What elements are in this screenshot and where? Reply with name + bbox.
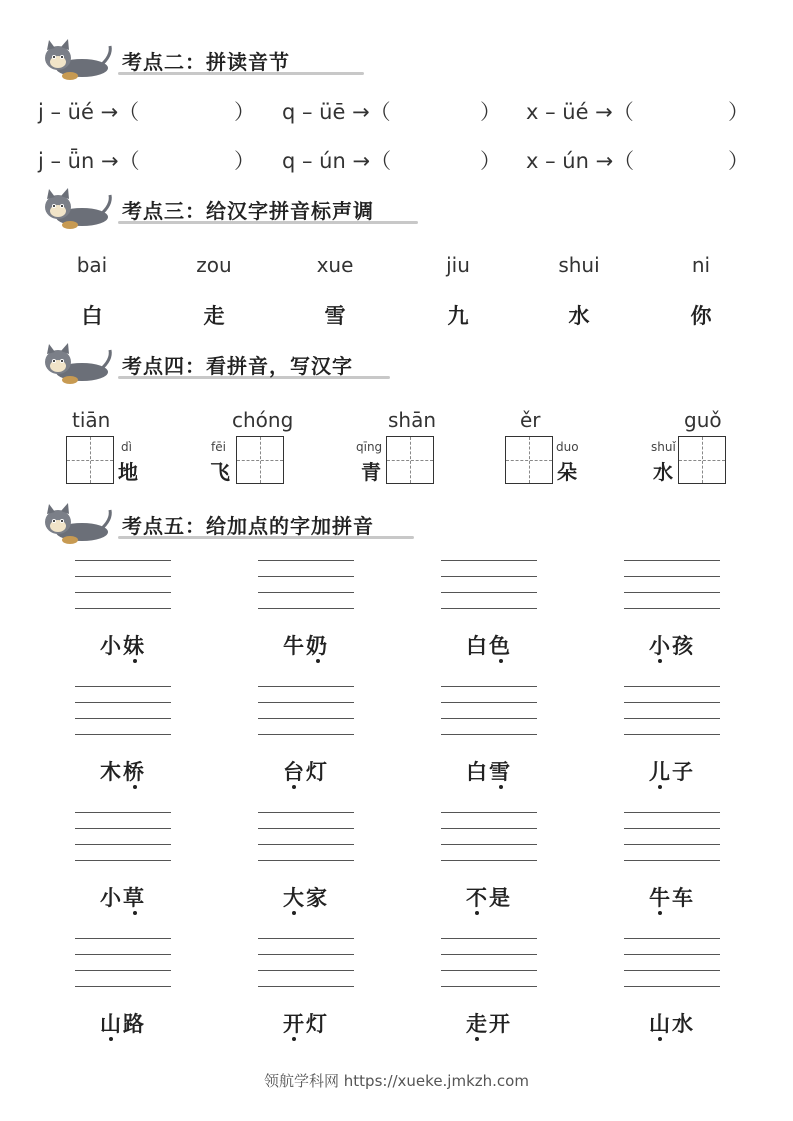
word-item: 走开: [466, 1011, 512, 1036]
spell-item: j – üé →（: [38, 100, 140, 124]
writing-lines[interactable]: [624, 560, 720, 608]
section-5-heading: [40, 502, 400, 546]
given-pinyin: shuǐ: [651, 440, 676, 454]
writing-box[interactable]: [236, 436, 284, 484]
word-item: 牛奶: [283, 633, 329, 658]
emphasis-dot: [292, 911, 296, 915]
word-item: 白雪: [466, 759, 512, 784]
section-4-heading: [40, 342, 400, 386]
emphasis-dot: [499, 659, 503, 663]
emphasis-dot: [133, 785, 137, 789]
emphasis-dot: [658, 785, 662, 789]
word-item: 儿子: [649, 759, 695, 784]
word-item: 山水: [649, 1011, 695, 1036]
writing-lines[interactable]: [624, 938, 720, 986]
tone-hanzi: 走: [203, 303, 225, 328]
given-pinyin: dì: [121, 440, 132, 454]
writing-lines[interactable]: [258, 686, 354, 734]
writing-lines[interactable]: [441, 812, 537, 860]
word-item: 白色: [466, 633, 512, 658]
writing-lines[interactable]: [624, 812, 720, 860]
section-title: 考点四：看拼音，写汉字: [122, 354, 353, 378]
tone-hanzi: 你: [690, 303, 712, 328]
emphasis-dot: [292, 785, 296, 789]
writing-lines[interactable]: [75, 560, 171, 608]
paren-close: ）: [234, 100, 255, 124]
word-item: 台灯: [283, 759, 329, 784]
write-pinyin: ěr: [520, 408, 541, 432]
emphasis-dot: [133, 911, 137, 915]
word-item: 木桥: [100, 759, 146, 784]
writing-lines[interactable]: [441, 938, 537, 986]
writing-box[interactable]: [678, 436, 726, 484]
footer-watermark: 领航学科网 https://xueke.jmkzh.com: [264, 1072, 529, 1090]
emphasis-dot: [475, 1037, 479, 1041]
given-pinyin: qīng: [356, 440, 383, 454]
paren-close: ）: [234, 149, 255, 173]
writing-lines[interactable]: [441, 560, 537, 608]
section-title: 考点三：给汉字拼音标声调: [122, 199, 374, 223]
section-2-heading: [40, 38, 400, 82]
emphasis-dot: [316, 659, 320, 663]
spell-item: x – üé →（: [526, 100, 634, 124]
given-pinyin: duo: [556, 440, 579, 454]
cat-mascot-icon: [40, 38, 114, 82]
emphasis-dot: [109, 1037, 113, 1041]
spell-item: x – ún →（: [526, 149, 635, 173]
tone-pinyin: jiu: [446, 253, 470, 277]
paren-close: ）: [728, 149, 749, 173]
emphasis-dot: [658, 659, 662, 663]
spell-item: q – ún →（: [282, 149, 392, 173]
writing-lines[interactable]: [75, 686, 171, 734]
word-item: 小草: [100, 885, 146, 910]
cat-mascot-icon: [40, 342, 114, 386]
tone-pinyin: bai: [76, 253, 108, 277]
section-title: 考点五：给加点的字加拼音: [122, 514, 374, 538]
given-hanzi: 水: [653, 460, 673, 484]
word-item: 不是: [466, 885, 512, 910]
writing-lines[interactable]: [624, 686, 720, 734]
section-3-heading: [40, 187, 400, 231]
write-pinyin: chóng: [232, 408, 294, 432]
emphasis-dot: [133, 659, 137, 663]
emphasis-dot: [499, 785, 503, 789]
writing-lines[interactable]: [441, 686, 537, 734]
emphasis-dot: [658, 1037, 662, 1041]
write-pinyin: shān: [388, 408, 437, 432]
writing-box[interactable]: [505, 436, 553, 484]
word-item: 大家: [283, 885, 329, 910]
write-pinyin: tiān: [72, 408, 111, 432]
given-hanzi: 朵: [557, 460, 577, 484]
emphasis-dot: [292, 1037, 296, 1041]
spell-item: j – ǖn →（: [38, 149, 140, 173]
writing-lines[interactable]: [75, 938, 171, 986]
spell-row-1: [38, 96, 758, 126]
tone-hanzi: 白: [81, 303, 103, 328]
given-hanzi: 飞: [210, 460, 230, 484]
tone-pinyin: shui: [558, 253, 600, 277]
given-hanzi: 地: [118, 460, 138, 484]
writing-lines[interactable]: [258, 938, 354, 986]
tone-hanzi: 雪: [324, 303, 346, 328]
word-item: 牛车: [649, 885, 695, 910]
emphasis-dot: [658, 911, 662, 915]
tone-pinyin: ni: [691, 253, 711, 277]
tone-hanzi: 九: [447, 303, 469, 328]
cat-mascot-icon: [40, 187, 114, 231]
given-pinyin: fēi: [211, 440, 226, 454]
word-item: 山路: [100, 1011, 146, 1036]
tone-pinyin: xue: [316, 253, 354, 277]
emphasis-dot: [475, 911, 479, 915]
word-item: 小孩: [649, 633, 695, 658]
paren-close: ）: [480, 149, 501, 173]
spell-item: q – üē →（: [282, 100, 391, 124]
word-item: 小妹: [100, 633, 146, 658]
cat-mascot-icon: [40, 502, 114, 546]
writing-box[interactable]: [386, 436, 434, 484]
tone-pinyin: zou: [196, 253, 232, 277]
writing-lines[interactable]: [258, 812, 354, 860]
writing-lines[interactable]: [75, 812, 171, 860]
writing-box[interactable]: [66, 436, 114, 484]
tone-hanzi: 水: [568, 303, 590, 328]
writing-lines[interactable]: [258, 560, 354, 608]
spell-row-2: [38, 145, 758, 175]
word-item: 开灯: [283, 1011, 329, 1036]
write-pinyin: guǒ: [684, 408, 722, 432]
paren-close: ）: [480, 100, 501, 124]
given-hanzi: 青: [361, 460, 381, 484]
section-title: 考点二：拼读音节: [122, 50, 290, 74]
paren-close: ）: [728, 100, 749, 124]
